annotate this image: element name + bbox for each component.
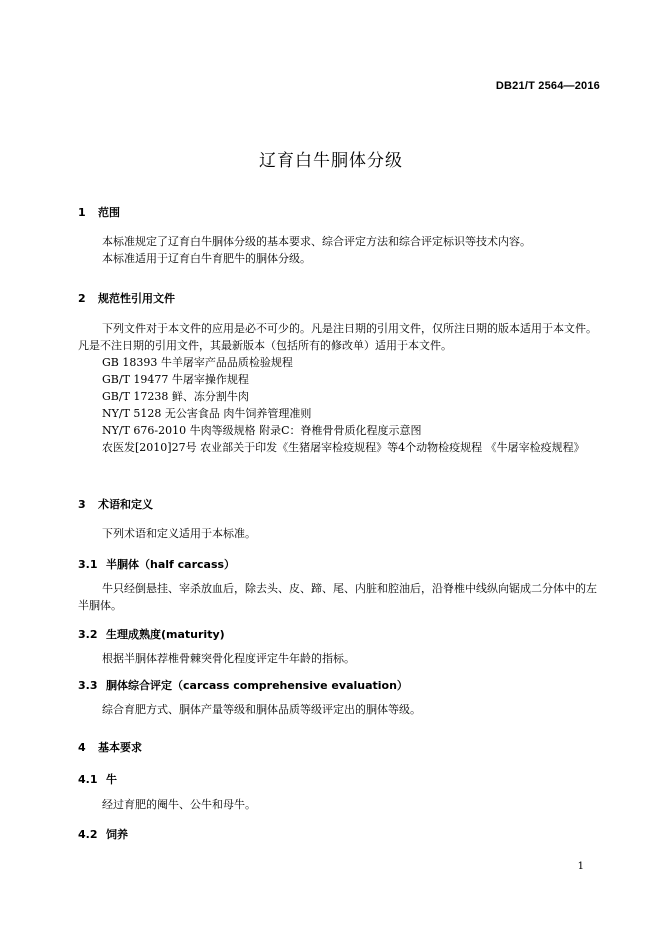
clause-title: 牛	[106, 773, 117, 786]
term-number: 3.3	[78, 679, 98, 692]
section-2-intro: 下列文件对于本文件的应用是必不可少的。凡是注日期的引用文件，仅所注日期的版本适用于本文件。凡是不注日期的引用文件，其最新版本（包括所有的修改单）适用于本文件。	[78, 322, 597, 352]
reference-item: GB 18393 牛羊屠宰产品品质检验规程	[102, 356, 293, 369]
section-4-heading	[78, 739, 142, 755]
clause-number: 4.2	[78, 828, 98, 841]
section-number: 2	[78, 292, 86, 305]
term-number: 3.2	[78, 628, 98, 641]
section-number: 1	[78, 206, 86, 219]
section-number: 3	[78, 498, 86, 511]
section-title: 范围	[98, 206, 120, 219]
section-1-heading	[78, 204, 120, 220]
term-number: 3.1	[78, 558, 98, 571]
clause-4-1-text: 经过育肥的阉牛、公牛和母牛。	[102, 798, 256, 811]
reference-item: NY/T 676-2010 牛肉等级规格 附录C：脊椎骨骨质化程度示意图	[102, 424, 422, 437]
term-3-2-heading	[78, 626, 225, 642]
section-title: 基本要求	[98, 741, 142, 754]
section-3-heading	[78, 496, 153, 512]
term-3-3-heading	[78, 677, 408, 693]
document-code: DB21/T 2564—2016	[495, 80, 600, 92]
section-2-heading	[78, 290, 175, 306]
section-1-para-1: 本标准规定了辽育白牛胴体分级的基本要求、综合评定方法和综合评定标识等技术内容。	[102, 235, 531, 248]
term-3-2-text: 根据半胴体荐椎骨棘突骨化程度评定牛年龄的指标。	[102, 652, 355, 665]
term-title: 半胴体（half carcass）	[106, 558, 236, 571]
clause-4-1-heading	[78, 771, 117, 787]
term-title: 生理成熟度(maturity)	[106, 628, 225, 641]
reference-item: NY/T 5128 无公害食品 肉牛饲养管理准则	[102, 407, 312, 420]
clause-title: 饲养	[106, 828, 128, 841]
reference-item: GB/T 17238 鲜、冻分割牛肉	[102, 390, 249, 403]
document-title: 辽育白牛胴体分级	[259, 151, 403, 171]
term-3-1-heading	[78, 556, 235, 572]
section-title: 规范性引用文件	[98, 292, 175, 305]
term-3-3-text: 综合育肥方式、胴体产量等级和胴体品质等级评定出的胴体等级。	[102, 703, 421, 716]
term-3-1-text: 牛只经倒悬挂、宰杀放血后，除去头、皮、蹄、尾、内脏和腔油后，沿脊椎中线纵向锯成二分体中的左半胴体。	[78, 582, 597, 612]
page-number: 1	[577, 861, 584, 872]
section-1-para-2: 本标准适用于辽育白牛育肥牛的胴体分级。	[102, 252, 311, 265]
reference-item: GB/T 19477 牛屠宰操作规程	[102, 373, 249, 386]
clause-number: 4.1	[78, 773, 98, 786]
section-number: 4	[78, 741, 86, 754]
section-title: 术语和定义	[98, 498, 153, 511]
term-title: 胴体综合评定（carcass comprehensive evaluation）	[106, 679, 408, 692]
section-3-intro: 下列术语和定义适用于本标准。	[102, 527, 256, 540]
reference-item-last: 农医发[2010]27号 农业部关于印发《生猪屠宰检疫规程》等4个动物检疫规程 《牛屠宰检疫规程》	[102, 441, 585, 454]
clause-4-2-heading	[78, 826, 128, 842]
